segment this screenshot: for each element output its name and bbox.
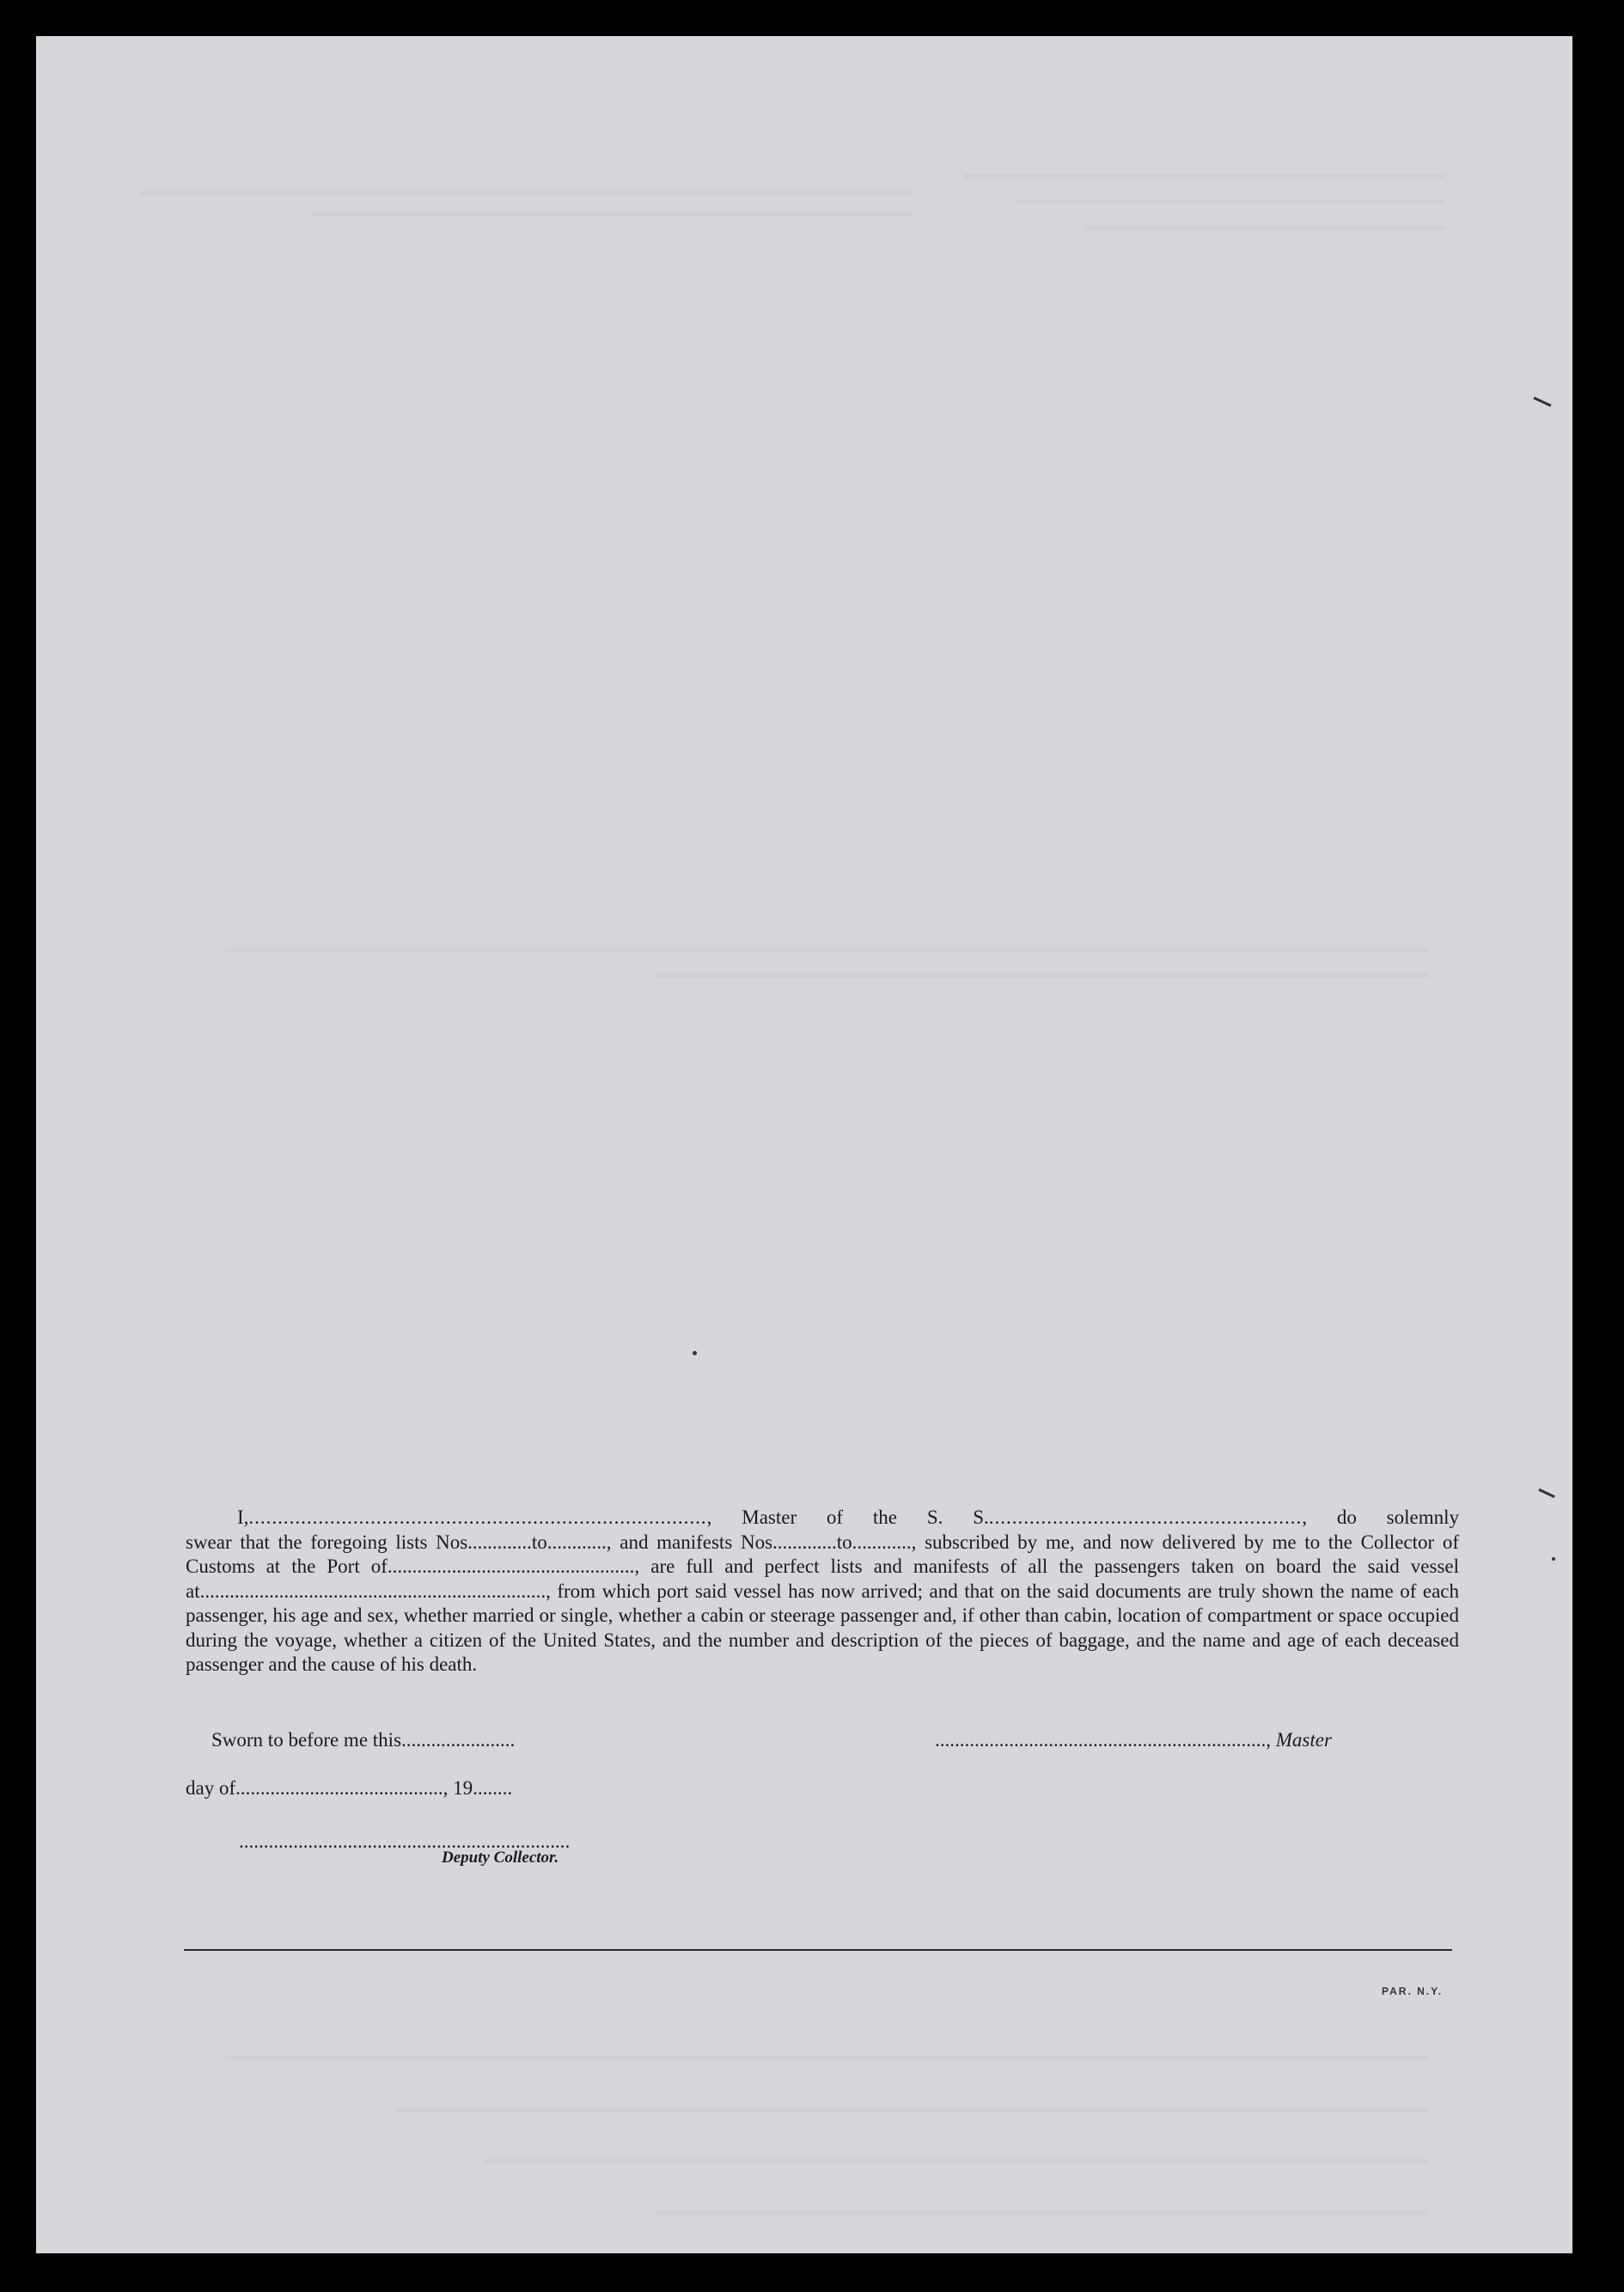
- bleed-through-block-top: [139, 182, 913, 234]
- stray-mark: [1533, 396, 1551, 406]
- printer-mark: PAR. N.Y.: [1382, 1985, 1444, 1997]
- day-of-line: day of.........................................., 19........: [186, 1777, 513, 1799]
- stray-mark: [1538, 1488, 1554, 1498]
- stray-dot: [1552, 1557, 1555, 1561]
- oath-body: swear that the foregoing lists Nos.............to............, and manifests Nos.............to............, subscribed by me, and now delivered by me to the Collector of Customs at the Port of.................................................., are full and perfect lists and manifests of all the passengers taken on board the said vessel at......................................................................, from which port said vessel has now arrived; and that on the said documents are truly shown the name of each passenger, his age and sex, whether married or single, whether a cabin or steerage passenger and, if other than cabin, location of compartment or space occupied during the voyage, whether a citizen of the United States, and the number and description of the pieces of baggage, and the name and age of each deceased passenger and the cause of his death.: [186, 1531, 1459, 1675]
- sworn-before-line: Sworn to before me this.......................: [211, 1729, 516, 1751]
- document-sheet: [36, 36, 1572, 2253]
- master-signature-blank: ...................................................................,: [935, 1729, 1276, 1751]
- oath-line1-a: I,: [237, 1507, 249, 1528]
- horizontal-rule: [184, 1949, 1452, 1951]
- oath-line1-b: , Master of the S. S.: [706, 1507, 989, 1528]
- master-name-blank: ...............................................................................: [248, 1507, 707, 1528]
- oath-first-line: [186, 1506, 1459, 1531]
- deputy-signature-blank: ...................................................................: [239, 1831, 571, 1852]
- oath-paragraph: [186, 1506, 1459, 1678]
- vessel-name-blank: ......................................................: [988, 1507, 1303, 1528]
- oath-line1-c: , do solemnly: [1302, 1507, 1459, 1528]
- master-label: Master: [1275, 1729, 1332, 1751]
- deputy-collector-label: Deputy Collector.: [442, 1849, 559, 1867]
- bleed-through-block-bottom: [139, 2047, 1428, 2219]
- stray-dot: [693, 1351, 697, 1355]
- bleed-through-block-middle: [139, 938, 1428, 990]
- bleed-through-block-right: [930, 165, 1445, 242]
- master-signature-line: [935, 1729, 1332, 1751]
